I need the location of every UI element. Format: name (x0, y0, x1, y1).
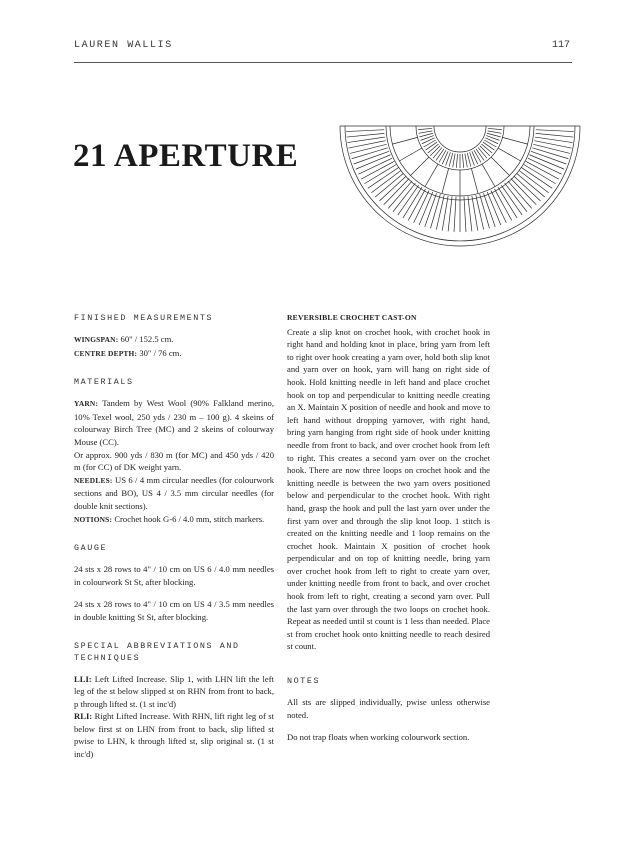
notes-text-2: Do not trap floats when working colourwork section. (287, 732, 470, 743)
shawl-rib-line (481, 144, 492, 153)
materials-section (74, 376, 274, 526)
right-column (287, 312, 490, 760)
header-rule (74, 62, 572, 63)
shawl-rib-line (426, 142, 437, 150)
shawl-rib-line (484, 140, 496, 147)
notes-text-1: All sts are slipped individually, pwise unless otherwise noted. (287, 697, 490, 720)
shawl-schematic-illustration (336, 122, 584, 252)
gauge-heading: GAUGE (74, 543, 108, 554)
shawl-rib-line (533, 144, 570, 153)
shawl-rib-line (503, 137, 528, 144)
shawl-rib-line (379, 176, 406, 201)
shawl-rib-line (425, 164, 438, 187)
abbreviations-section (74, 640, 274, 761)
shawl-rib-line (465, 154, 467, 168)
shawl-rib-line (454, 197, 456, 232)
shawl-rib-line (453, 154, 455, 168)
shawl-rib-line (411, 157, 429, 175)
shawl-rib-line (498, 148, 521, 161)
shawl-rib-line (483, 142, 494, 150)
shawl-rib-line (519, 170, 549, 192)
running-header-author: LAUREN WALLIS (74, 40, 173, 51)
shawl-rib-line (462, 154, 463, 168)
shawl-rib-line (430, 146, 440, 156)
shawl-rib-line (388, 181, 412, 208)
shawl-rib-line (346, 130, 384, 132)
shawl-rib-line (442, 169, 449, 194)
rli-text: Right Lifted Increase. With RHN, lift right leg of st below first st on LHN from front to back, slip lifted st pwise to LHN, k through lifted st, slip original st. (1 st inc'd) (74, 711, 274, 760)
cast-on-text: Create a slip knot on crochet hook, with crochet hook in right hand and holding knot in place, bring yarn from left to right over hook creating a yarn over, hold both slip knot and yarn over on hook, yarn will hang on right side of hook. Hold knitting needle in left hand and place crochet hook on top and perpendicular to knitting needle creating an X. Maintain X position of needle and hook and move to left hand without dropping yarnover, with right hand, bring yarn hanging from right side of hook under knitting needle from front to back, and over crochet hook from left to right. This creates a second yarn over on the crochet hook. There are now three loops on crochet hook and the knitting needle is between the two yarn overs positioned below and perpendicular to the crochet hook. With right hand, grasp the hook and pull the last yarn over under the first yarn over and through the slip knot loop. 1 stitch is created on the knitting needle and 1 loop remains on the crochet hook. Maintain X position of crochet hook perpendicular and on top of knitting needle, bring yarn over crochet hook from left to right to create yarn over, under knitting needle from front to back, and over crochet hook from left to right, creating a second yarn over. Pull the last yarn over through the two loops on crochet hook. Repeat as needed until st count is 1 less than needed. Place st from crochet hook onto knitting needle to reach desired st count. (287, 326, 490, 652)
shawl-rib-line (478, 147, 487, 158)
shawl-rib-line (508, 181, 532, 208)
cast-on-heading: REVERSIBLE CROCHET CAST-ON (287, 313, 417, 322)
shawl-rib-line (399, 148, 422, 161)
notes-heading: NOTES (287, 676, 321, 687)
pattern-title: 21 APERTURE (73, 138, 299, 174)
gauge-colourwork-text: 24 sts x 28 rows to 4" / 10 cm on US 6 / 4.0 mm needles in colourwork St St, after blocking. (74, 564, 274, 587)
shawl-rib-line (482, 164, 495, 187)
shawl-rib-line (524, 164, 556, 183)
finished-measurements-heading: FINISHED MEASUREMENTS (74, 313, 214, 323)
finished-measurements-section (74, 312, 274, 360)
shawl-rib-line (485, 138, 498, 144)
shawl-rib-line (418, 128, 432, 129)
shawl-rib-line (488, 128, 502, 129)
shawl-rib-line (516, 173, 544, 197)
gauge-section (74, 542, 274, 623)
shawl-rib-line (392, 137, 417, 144)
shawl-rib-line (398, 185, 419, 215)
shawl-rib-line (364, 164, 396, 183)
shawl-rib-line (424, 140, 436, 147)
wingspan-label: WINGSPAN: (74, 335, 119, 344)
shawl-rib-line (393, 183, 415, 212)
shawl-rib-line (433, 147, 442, 158)
shawl-rib-line (439, 150, 446, 162)
page-number: 117 (551, 40, 570, 51)
shawl-rib-line (505, 183, 527, 212)
yarn-text: Tandem by West Wool (90% Falkland merino, 10% Texel wool, 250 yds / 230 m – 100 g). 4 skeins of colourway Birch Tree (MC) and 2 skeins of colourway Mouse (CC). (74, 398, 274, 447)
shawl-rib-line (536, 133, 574, 137)
yarn-label: YARN: (74, 399, 99, 409)
shawl-rib-line (448, 196, 452, 231)
centre-depth-value: 30" / 76 cm. (139, 347, 182, 358)
shawl-rib-line (428, 144, 439, 153)
shawl-rib-line (425, 193, 437, 227)
lli-text: Left Lifted Increase. Slip 1, with LHN lift the left leg of the st below slipped st on RHN from front to back, p through lifted st. (1 st inc'd) (74, 673, 274, 709)
shawl-rib-line (419, 131, 433, 133)
notes-section (287, 675, 490, 744)
shawl-rib-line (536, 130, 574, 132)
needles-text: US 6 / 4 mm circular needles (for colourwork sections and BO), US 4 / 3.5 mm circular needles (for double knit sections). (74, 474, 274, 511)
shawl-rib-line (476, 149, 484, 160)
shawl-rib-line (532, 148, 568, 159)
shawl-rib-line (483, 193, 495, 227)
shawl-rib-line (511, 179, 536, 205)
shawl-rib-line (384, 179, 409, 205)
wingspan-value: 60" / 152.5 cm. (120, 334, 174, 344)
shawl-rib-line (471, 169, 478, 194)
shawl-rib-line (480, 146, 490, 156)
shawl-rib-line (488, 131, 502, 133)
shawl-rib-line (468, 196, 472, 231)
cast-on-section (287, 312, 490, 653)
shawl-rib-line (464, 197, 466, 232)
shawl-rib-line (456, 154, 457, 168)
rli-label: RLI: (74, 711, 93, 722)
shawl-rib-line (422, 138, 435, 144)
needles-label: NEEDLES: (74, 475, 113, 485)
shawl-rib-line (521, 168, 552, 189)
shawl-rib-line (371, 170, 401, 192)
shawl-rib-line (480, 194, 490, 228)
gauge-double-knit-text: 24 sts x 28 rows to 4" / 10 cm on US 4 / 3.5 mm needles in double knitting St St, after blocking. (74, 599, 274, 622)
shawl-rib-line (442, 151, 448, 164)
shawl-rib-line (436, 149, 444, 160)
shawl-rib-line (347, 133, 385, 137)
shawl-rib-line (430, 194, 440, 228)
shawl-rib-line (491, 157, 509, 175)
shawl-rib-line (501, 185, 522, 215)
yarn-alternative-text: Or approx. 900 yds / 830 m (for MC) and 450 yds / 420 m (for CC) of DK weight yarn. (74, 449, 274, 473)
shawl-rib-line (368, 168, 399, 189)
shawl-rib-line (350, 144, 387, 153)
lli-label: LLI: (74, 673, 92, 684)
notions-text: Crochet hook G-6 / 4.0 mm, stitch markers. (114, 513, 265, 524)
centre-depth-label: CENTRE DEPTH: (74, 348, 138, 358)
left-column (74, 312, 274, 777)
notions-label: NOTIONS: (74, 514, 113, 524)
shawl-rib-line (474, 150, 481, 162)
abbreviations-heading: SPECIAL ABBREVIATIONS AND TECHNIQUES (74, 640, 240, 663)
shawl-rib-line (352, 148, 388, 159)
shawl-rib-line (514, 176, 541, 201)
shawl-rib-line (472, 151, 478, 164)
shawl-rib-line (375, 173, 403, 197)
materials-heading: MATERIALS (74, 377, 134, 388)
